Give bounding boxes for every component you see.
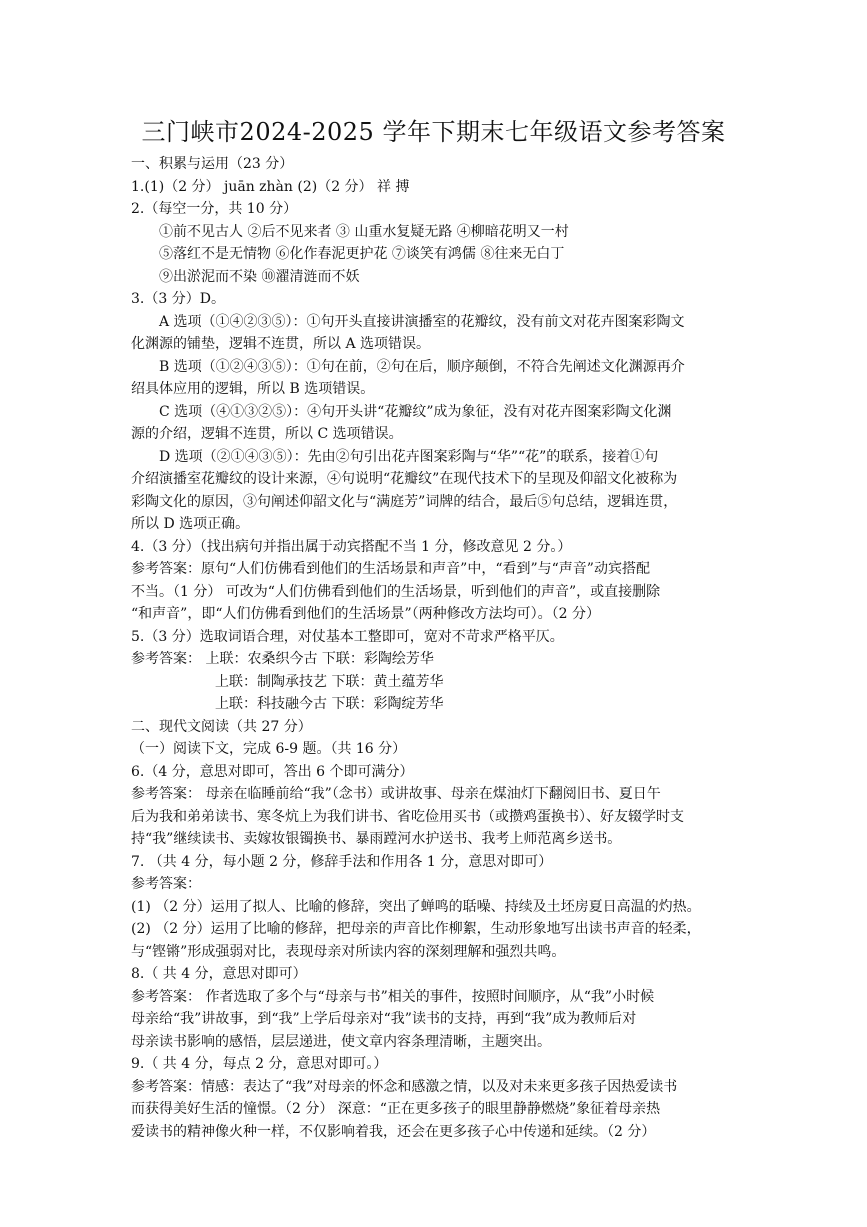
- answer-line: 而获得美好生活的憧憬。（2 分） 深意：“正在更多孩子的眼里静静燃烧”象征着母亲热: [131, 1101, 661, 1117]
- answer-content: [131, 153, 731, 1143]
- answer-line: 参考答案：原句“人们仿佛看到他们的生活场景和声音”中，“看到”与“声音”动宾搭配: [131, 561, 650, 577]
- answer-line: 9.（ 共 4 分，每点 2 分，意思对即可。）: [131, 1056, 388, 1072]
- answer-line: 绍具体应用的逻辑，所以 B 选项错误。: [131, 381, 375, 397]
- answer-line: ⑤落红不是无情物 ⑥化作春泥更护花 ⑦谈笑有鸿儒 ⑧往来无白丁: [159, 246, 565, 262]
- answer-line: ①前不见古人 ②后不见来者 ③ 山重水复疑无路 ④柳暗花明又一村: [159, 223, 569, 240]
- answer-line: (1) （2 分）运用了拟人、比喻的修辞，突出了蝉鸣的聒噪、持续及土坯房夏日高温的灼热。: [131, 898, 701, 915]
- answer-line: 1.(1)（2 分） juān zhàn (2)（2 分） 祥 搏: [131, 178, 410, 195]
- answer-line: A 选项（①④②③⑤）：①句开头直接讲演播室的花瓣纹，没有前文对花卉图案彩陶文: [159, 313, 685, 330]
- section-heading: 一、积累与运用（23 分）: [131, 156, 294, 172]
- answer-line: 不当。（1 分） 可改为“人们仿佛看到他们的生活场景，听到他们的声音”，或直接删除: [131, 583, 661, 600]
- answer-line: 母亲给“我”讲故事，到“我”上学后母亲对“我”读书的支持，再到“我”成为教师后对: [131, 1011, 637, 1027]
- section-heading: 二、现代文阅读（共 27 分）: [131, 718, 312, 735]
- answer-line: 2.（每空一分，共 10 分）: [131, 201, 298, 217]
- couplet-line: 上联：科技融今古 下联：彩陶绽芳华: [215, 696, 444, 712]
- answer-line: “和声音”，即“人们仿佛看到他们的生活场景”（两种修改方法均可）。（2 分）: [131, 606, 600, 622]
- answer-line: 持“我”继续读书、卖嫁妆银镯换书、暴雨蹚河水护送书、我考上师范离乡送书。: [131, 831, 622, 847]
- answer-line: 所以 D 选项正确。: [131, 516, 250, 532]
- answer-line: 彩陶文化的原因，③句阐述仰韶文化与“满庭芳”词牌的结合，最后⑤句总结，逻辑连贯，: [131, 493, 678, 510]
- answer-line: 参考答案： 母亲在临睡前给“我”（念书）或讲故事、母亲在煤油灯下翻阅旧书、夏日午: [131, 786, 661, 802]
- answer-line: 源的介绍，逻辑不连贯，所以 C 选项错误。: [131, 426, 403, 442]
- answer-line: 参考答案： 作者选取了多个与“母亲与书”相关的事件，按照时间顺序，从“我”小时候: [131, 988, 655, 1005]
- answer-line: 8.（ 共 4 分，意思对即可）: [131, 966, 307, 982]
- answer-line: ⑨出淤泥而不染 ⑩濯清涟而不妖: [159, 268, 360, 285]
- answer-line: 6.（4 分，意思对即可，答出 6 个即可满分）: [131, 763, 414, 780]
- answer-line: 介绍演播室花瓣纹的设计来源，④句说明“花瓣纹”在现代技术下的呈现及仰韶文化被称为: [131, 471, 678, 487]
- answer-line: B 选项（①②④③⑤）：①句在前，②句在后，顺序颠倒，不符合先阐述文化渊源再介: [159, 358, 685, 375]
- answer-line: D 选项（②①④③⑤）：先由②句引出花卉图案彩陶与“华”“花”的联系，接着①句: [159, 448, 659, 465]
- answer-line: 母亲读书影响的感悟，层层递进，使文章内容条理清晰，主题突出。: [131, 1033, 551, 1050]
- answer-line: 后为我和弟弟读书、寒冬炕上为我们讲书、省吃俭用买书（或攒鸡蛋换书）、好友辍学时支: [131, 808, 684, 825]
- answer-line: 爱读书的精神像火种一样，不仅影响着我，还会在更多孩子心中传递和延续。（2 分）: [131, 1123, 656, 1140]
- couplet-line: 上联：制陶承技艺 下联：黄土蕴芳华: [215, 673, 444, 690]
- answer-line: 化渊源的铺垫，逻辑不连贯，所以 A 选项错误。: [131, 336, 431, 352]
- answer-line: 参考答案：情感：表达了“我”对母亲的怀念和感激之情，以及对未来更多孩子因热爱读书: [131, 1078, 678, 1095]
- answer-line: 3.（3 分）D。: [131, 291, 225, 307]
- answer-line: 与“铿锵”形成强弱对比，表现母亲对所读内容的深刻理解和强烈共鸣。: [131, 943, 566, 960]
- answer-line: 4.（3 分）（找出病句并指出属于动宾搭配不当 1 分，修改意见 2 分。）: [131, 538, 572, 555]
- answer-line: 5.（3 分）选取词语合理，对仗基本工整即可，宽对不苛求严格平仄。: [131, 628, 564, 645]
- document-title: 三门峡市2024-2025 学年下期末七年级语文参考答案: [141, 118, 726, 146]
- answer-line: 7. （共 4 分，每小题 2 分，修辞手法和作用各 1 分，意思对即可）: [131, 853, 553, 870]
- answer-line: C 选项（④①③②⑤）：④句开头讲“花瓣纹”成为象征，没有对花卉图案彩陶文化渊: [159, 403, 672, 420]
- answer-line: (2) （2 分）运用了比喻的修辞，把母亲的声音比作柳絮，生动形象地写出读书声音的轻柔，: [131, 921, 701, 937]
- subsection-heading: （一）阅读下文，完成 6-9 题。（共 16 分）: [131, 741, 407, 757]
- answer-line: 参考答案：: [131, 876, 201, 892]
- couplet-line: 参考答案： 上联：农桑织今古 下联：彩陶绘芳华: [131, 651, 434, 667]
